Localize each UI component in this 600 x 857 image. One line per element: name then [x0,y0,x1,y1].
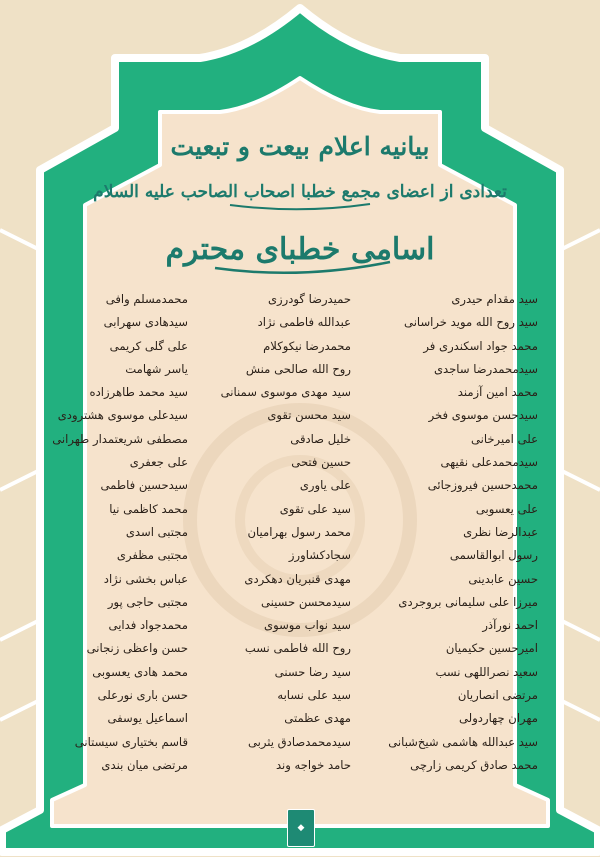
name-item: مهران چهاردولی [459,711,538,726]
list-heading: اسامی خطبای محترم [165,232,435,267]
name-item: محمدمسلم وافی [105,292,188,306]
name-item: محمد صادق کریمی زارچی [410,757,538,772]
name-item: محمدرضا نیکوکلام [263,338,351,353]
name-item: سیدهادی سهرابی [103,315,188,330]
name-item: قاسم بختیاری سیستانی [74,734,188,749]
name-item: حامد خواجه وند [275,757,351,772]
name-item: سید علی نسابه [277,688,351,703]
name-item: محمدحسین فیروزجائی [427,478,538,493]
name-item: سیدحسین فاطمی [100,478,188,493]
name-item: امیرحسین حکیمیان [445,641,538,656]
name-item: علی یعسوبی [475,501,538,516]
name-item: سید محمد طاهرزاده [89,385,188,400]
name-item: حسن باری نورعلی [97,688,188,703]
name-item: سعید نصراللهی نسب [435,664,538,679]
name-item: عباس بخشی نژاد [103,571,188,586]
name-item: سید مقدام حیدری [451,292,538,306]
name-item: میرزا علی سلیمانی بروجردی [398,594,538,609]
name-item: سید نواب موسوی [264,618,351,633]
name-item: حمیدرضا گودرزی [267,292,351,306]
name-item: سید روح الله موید خراسانی [404,315,538,330]
name-item: سیدمحمدعلی نقیهی [440,455,538,470]
page-title: بیانیه اعلام بیعت و تبعیت [170,132,430,161]
name-item: علی یاوری [299,478,351,493]
name-item: مصطفی شریعتمدار طهرانی [52,431,188,446]
name-item: محمد جواد اسکندری فر [423,338,538,353]
seal-logo-icon: ◆ [287,809,315,847]
name-item: سید عبدالله هاشمی شیخ‌شبانی [388,734,538,749]
name-item: یاسر شهامت [125,361,188,376]
name-item: احمد نورآذر [482,618,538,633]
names-column-right [370,288,538,777]
name-item: رسول ابوالقاسمی [449,548,538,563]
name-item: علی جعفری [129,455,188,470]
name-item: عبدالله فاطمی نژاد [257,315,351,330]
name-item: روح الله فاطمی نسب [244,641,351,656]
name-item: سیدمحمدصادق یثربی [247,734,351,749]
name-item: روح الله صالحی منش [245,361,351,376]
page-subtitle: تعدادی از اعضای مجمع خطبا اصحاب الصاحب علیه السلام [93,182,507,202]
name-item: سید رضا حسنی [274,664,351,679]
name-item: محمد امین آزمند [457,385,538,400]
name-item: مهدی قنبریان دهکردی [244,571,351,586]
name-item: سید محسن تقوی [267,408,351,423]
name-item: حسن واعظی زنجانی [86,641,188,656]
name-item: مهدی عظمتی [284,711,351,726]
name-item: مجتبی اسدی [125,524,188,539]
name-item: سجادکشاورز [288,548,351,563]
name-item: محمدجواد فدایی [108,618,188,633]
name-item: مرتضی میان بندی [101,757,188,772]
name-item: حسین فتحی [291,455,351,470]
name-item: حسین عابدینی [468,571,538,586]
name-item: سید علی تقوی [279,501,351,516]
name-item: اسماعیل یوسفی [107,711,188,726]
name-item: علی گلی کریمی [109,338,188,353]
name-item: محمد کاظمی نیا [109,501,188,516]
name-item: خلیل صادقی [290,431,351,446]
name-item: سید مهدی موسوی سمنانی [220,385,351,400]
name-item: مجتبی مظفری [116,548,188,563]
name-item: علی امیرخانی [470,431,538,446]
names-column-middle [183,288,351,777]
names-column-left [20,288,188,777]
name-item: سیدمحسن حسینی [260,594,351,609]
name-item: سیدعلی موسوی هشترودی [57,408,188,423]
name-item: سیدحسن موسوی فخر [428,408,538,423]
name-item: محمد رسول بهرامیان [247,524,351,539]
name-item: مجتبی حاجی پور [107,594,188,609]
name-item: محمد هادی یعسوبی [92,664,188,679]
name-item: مرتضی انصاریان [457,688,538,703]
name-item: سیدمحمدرضا ساجدی [433,361,538,376]
name-item: عبدالرضا نظری [463,524,538,539]
